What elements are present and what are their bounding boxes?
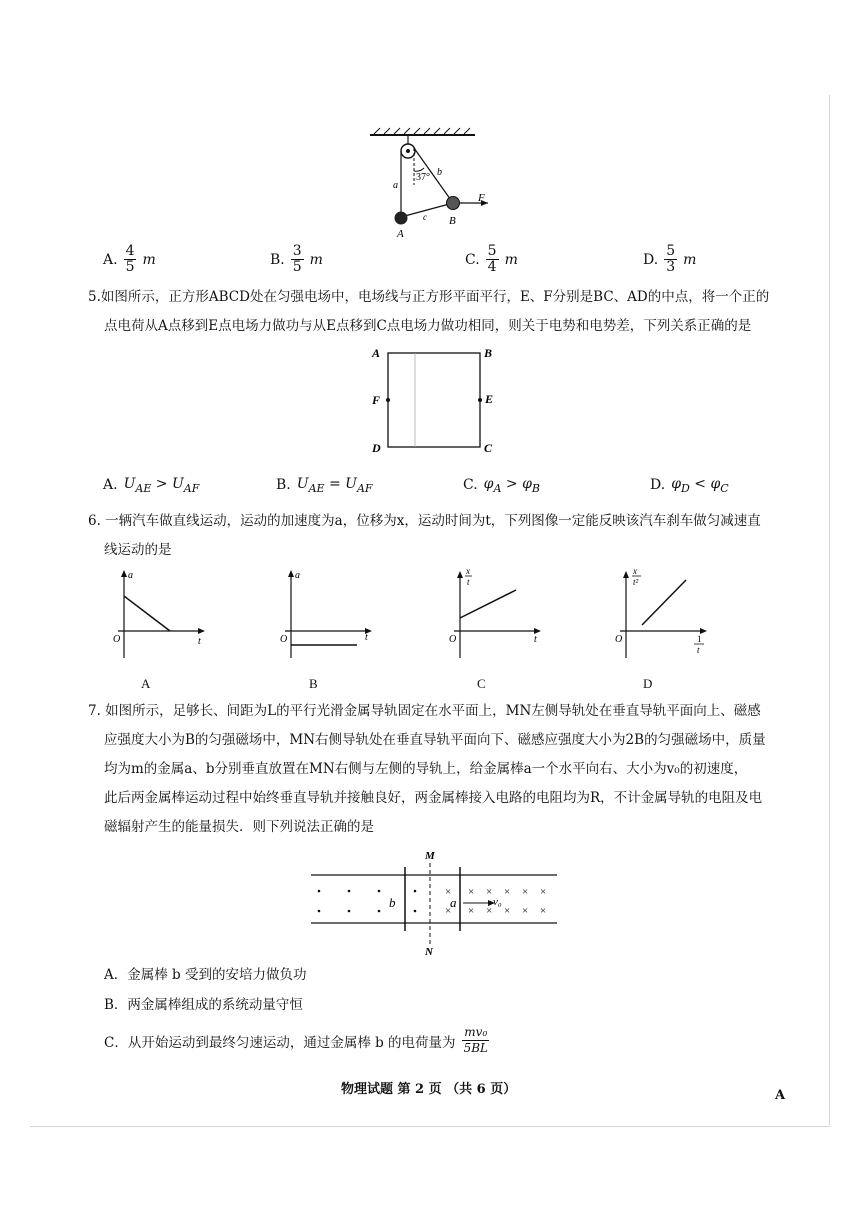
- q7-text-line3: 均为m的金属a、b分别垂直放置在MN右侧与左侧的导轨上，给金属棒a一个水平向右、大小为v₀的初速度，: [104, 761, 748, 777]
- q4-pulley-diagram: [360, 125, 510, 243]
- q6c-ylabel-num: x: [466, 566, 470, 576]
- q4-option-a: [103, 244, 156, 275]
- q4-option-unit: m: [142, 251, 156, 268]
- q6-caption-b: B: [309, 676, 318, 691]
- q4-option-unit: m: [504, 251, 518, 268]
- q4-option-fraction: [124, 244, 137, 275]
- q5-option-letter: C.: [463, 477, 478, 494]
- q6b-origin: O: [280, 634, 288, 645]
- q5-label-F: F: [372, 393, 381, 407]
- q6c-xlabel: t: [534, 634, 537, 645]
- q4-angle-label: 37°: [416, 172, 430, 183]
- q7-label-v0: v₀: [493, 896, 502, 908]
- q6b-ylabel: a: [295, 570, 300, 581]
- frac-num: 4: [125, 243, 135, 259]
- q5-option-letter: D.: [650, 477, 666, 494]
- q4-option-letter: A.: [103, 251, 118, 268]
- q4-label-b: b: [437, 167, 442, 178]
- q5-option-c: [463, 476, 540, 495]
- q5-option-a: [103, 476, 199, 495]
- q6-graph-d: [612, 565, 717, 663]
- q5-option-d: [650, 476, 729, 495]
- paper-type-label: A: [775, 1088, 786, 1103]
- q6-text-line1: 6. 一辆汽车做直线运动，运动的加速度为a，位移为x，运动时间为t，下列图像一定能反映该汽车刹车做匀减速直: [88, 513, 761, 529]
- q7-text-line5: 磁辐射产生的能量损失．则下列说法正确的是: [104, 819, 374, 835]
- frac-num: 3: [292, 243, 302, 259]
- svg-text:×: ×: [522, 886, 529, 898]
- q6a-origin: O: [113, 634, 121, 645]
- q5-option-letter: A.: [103, 477, 118, 494]
- q4-option-letter: D.: [643, 251, 659, 268]
- q6c-ylabel-den: t: [467, 577, 470, 587]
- q6c-origin: O: [449, 634, 457, 645]
- svg-text:×: ×: [504, 905, 511, 917]
- q6b-xlabel: t: [365, 632, 368, 643]
- q5-option-formula: $\varphi_D < \varphi_C$: [671, 476, 729, 495]
- q5-option-formula: $\varphi_A > \varphi_B$: [483, 476, 540, 495]
- q4-option-fraction: [664, 244, 677, 275]
- q7-option-c: [104, 1025, 490, 1056]
- q7-label-b: b: [389, 895, 396, 910]
- svg-text:×: ×: [540, 886, 547, 898]
- frac-num: 5: [487, 243, 497, 259]
- q7-option-a: A．金属棒 b 受到的安培力做负功: [104, 967, 307, 983]
- q4-option-b: [270, 244, 323, 275]
- q6a-ylabel: a: [128, 570, 133, 581]
- q5-text-line2: 点电荷从A点移到E点电场力做功与从E点移到C点电场力做功相同，则关于电势和电势差，下列关系正确的是: [104, 318, 752, 334]
- svg-text:×: ×: [468, 905, 475, 917]
- frac-den: 3: [666, 259, 676, 275]
- q6-caption-c: C: [477, 676, 486, 691]
- q7-text-line4: 此后两金属棒运动过程中始终垂直导轨并接触良好，两金属棒接入电路的电阻均为R，不计金属导轨的电阻及电: [104, 790, 763, 806]
- q6d-xlabel-num: 1: [697, 634, 702, 644]
- q7-option-b: B．两金属棒组成的系统动量守恒: [104, 997, 303, 1013]
- page-edge-right: [829, 95, 830, 1125]
- svg-text:×: ×: [468, 886, 475, 898]
- page-edge-bottom: [30, 1126, 830, 1127]
- page-footer: 物理试题 第 2 页 （共 6 页）: [341, 1082, 517, 1097]
- q6d-ylabel-num: x: [633, 566, 637, 576]
- q5-text-line1: 5.如图所示，正方形ABCD处在匀强电场中，电场线与正方形平面平行，E、F分别是BC、AD的中点，将一个正的: [88, 289, 770, 305]
- q5-option-letter: B.: [276, 477, 291, 494]
- q4-option-unit: m: [309, 251, 323, 268]
- frac-den: 5: [292, 259, 302, 275]
- q6d-origin: O: [615, 634, 623, 645]
- q4-option-fraction: [291, 244, 304, 275]
- q6-graph-c: [446, 565, 546, 663]
- svg-text:×: ×: [504, 886, 511, 898]
- q4-option-d: [643, 244, 696, 275]
- q6-caption-d: D: [643, 676, 653, 691]
- q4-option-fraction: [486, 244, 499, 275]
- q7-label-a: a: [450, 895, 457, 910]
- q5-option-formula: $U_{AE} = U_{AF}$: [296, 476, 373, 495]
- q5-label-B: B: [484, 346, 493, 360]
- q7-rails-diagram: [305, 845, 565, 957]
- frac-num: mv₀: [464, 1025, 488, 1039]
- q4-option-unit: m: [683, 251, 697, 268]
- q5-label-C: C: [484, 441, 493, 455]
- q7-option-c-text: C．从开始运动到最终匀速运动，通过金属棒 b 的电荷量为: [104, 1034, 456, 1051]
- q4-label-A: A: [397, 228, 404, 240]
- q6d-xlabel-den: t: [697, 645, 700, 655]
- q5-label-A: A: [372, 346, 381, 360]
- svg-text:×: ×: [486, 905, 493, 917]
- q6d-ylabel-den: t²: [633, 577, 639, 587]
- frac-den: 5: [125, 259, 135, 275]
- q7-label-M: M: [425, 850, 435, 862]
- q5-label-D: D: [372, 441, 381, 455]
- q7-option-c-fraction: [462, 1025, 490, 1056]
- q5-label-E: E: [485, 392, 494, 406]
- q6-caption-a: A: [141, 676, 151, 691]
- q4-label-F: F: [478, 192, 485, 204]
- svg-text:×: ×: [486, 886, 493, 898]
- q6-graph-b: [277, 568, 377, 663]
- q7-text-line2: 应强度大小为B的匀强磁场中，MN右侧导轨处在垂直导轨平面向下、磁感应强度大小为2B的匀强磁场中，质量: [104, 732, 766, 748]
- frac-num: 5: [666, 243, 676, 259]
- q4-option-c: [465, 244, 518, 275]
- frac-den: 4: [487, 259, 497, 275]
- q5-option-b: [276, 476, 373, 495]
- q4-label-B: B: [449, 215, 456, 227]
- svg-text:×: ×: [522, 905, 529, 917]
- q4-label-c: c: [423, 212, 427, 222]
- q6-graph-a: [110, 568, 210, 663]
- svg-text:×: ×: [540, 905, 547, 917]
- frac-den: 5BL: [463, 1041, 488, 1055]
- q5-square-diagram: [368, 342, 503, 457]
- svg-text:×: ×: [445, 886, 452, 898]
- q7-label-N: N: [425, 946, 433, 957]
- q4-option-letter: C.: [465, 251, 480, 268]
- q4-option-letter: B.: [270, 251, 285, 268]
- q5-option-formula: $U_{AE} > U_{AF}$: [123, 476, 200, 495]
- q7-text-line1: 7. 如图所示，足够长、间距为L的平行光滑金属导轨固定在水平面上，MN左侧导轨处在垂直导轨平面向上、磁感: [88, 703, 761, 719]
- q6-text-line2: 线运动的是: [104, 542, 172, 558]
- q6a-xlabel: t: [198, 636, 201, 647]
- svg-text:×: ×: [445, 905, 452, 917]
- q4-label-a: a: [393, 180, 398, 191]
